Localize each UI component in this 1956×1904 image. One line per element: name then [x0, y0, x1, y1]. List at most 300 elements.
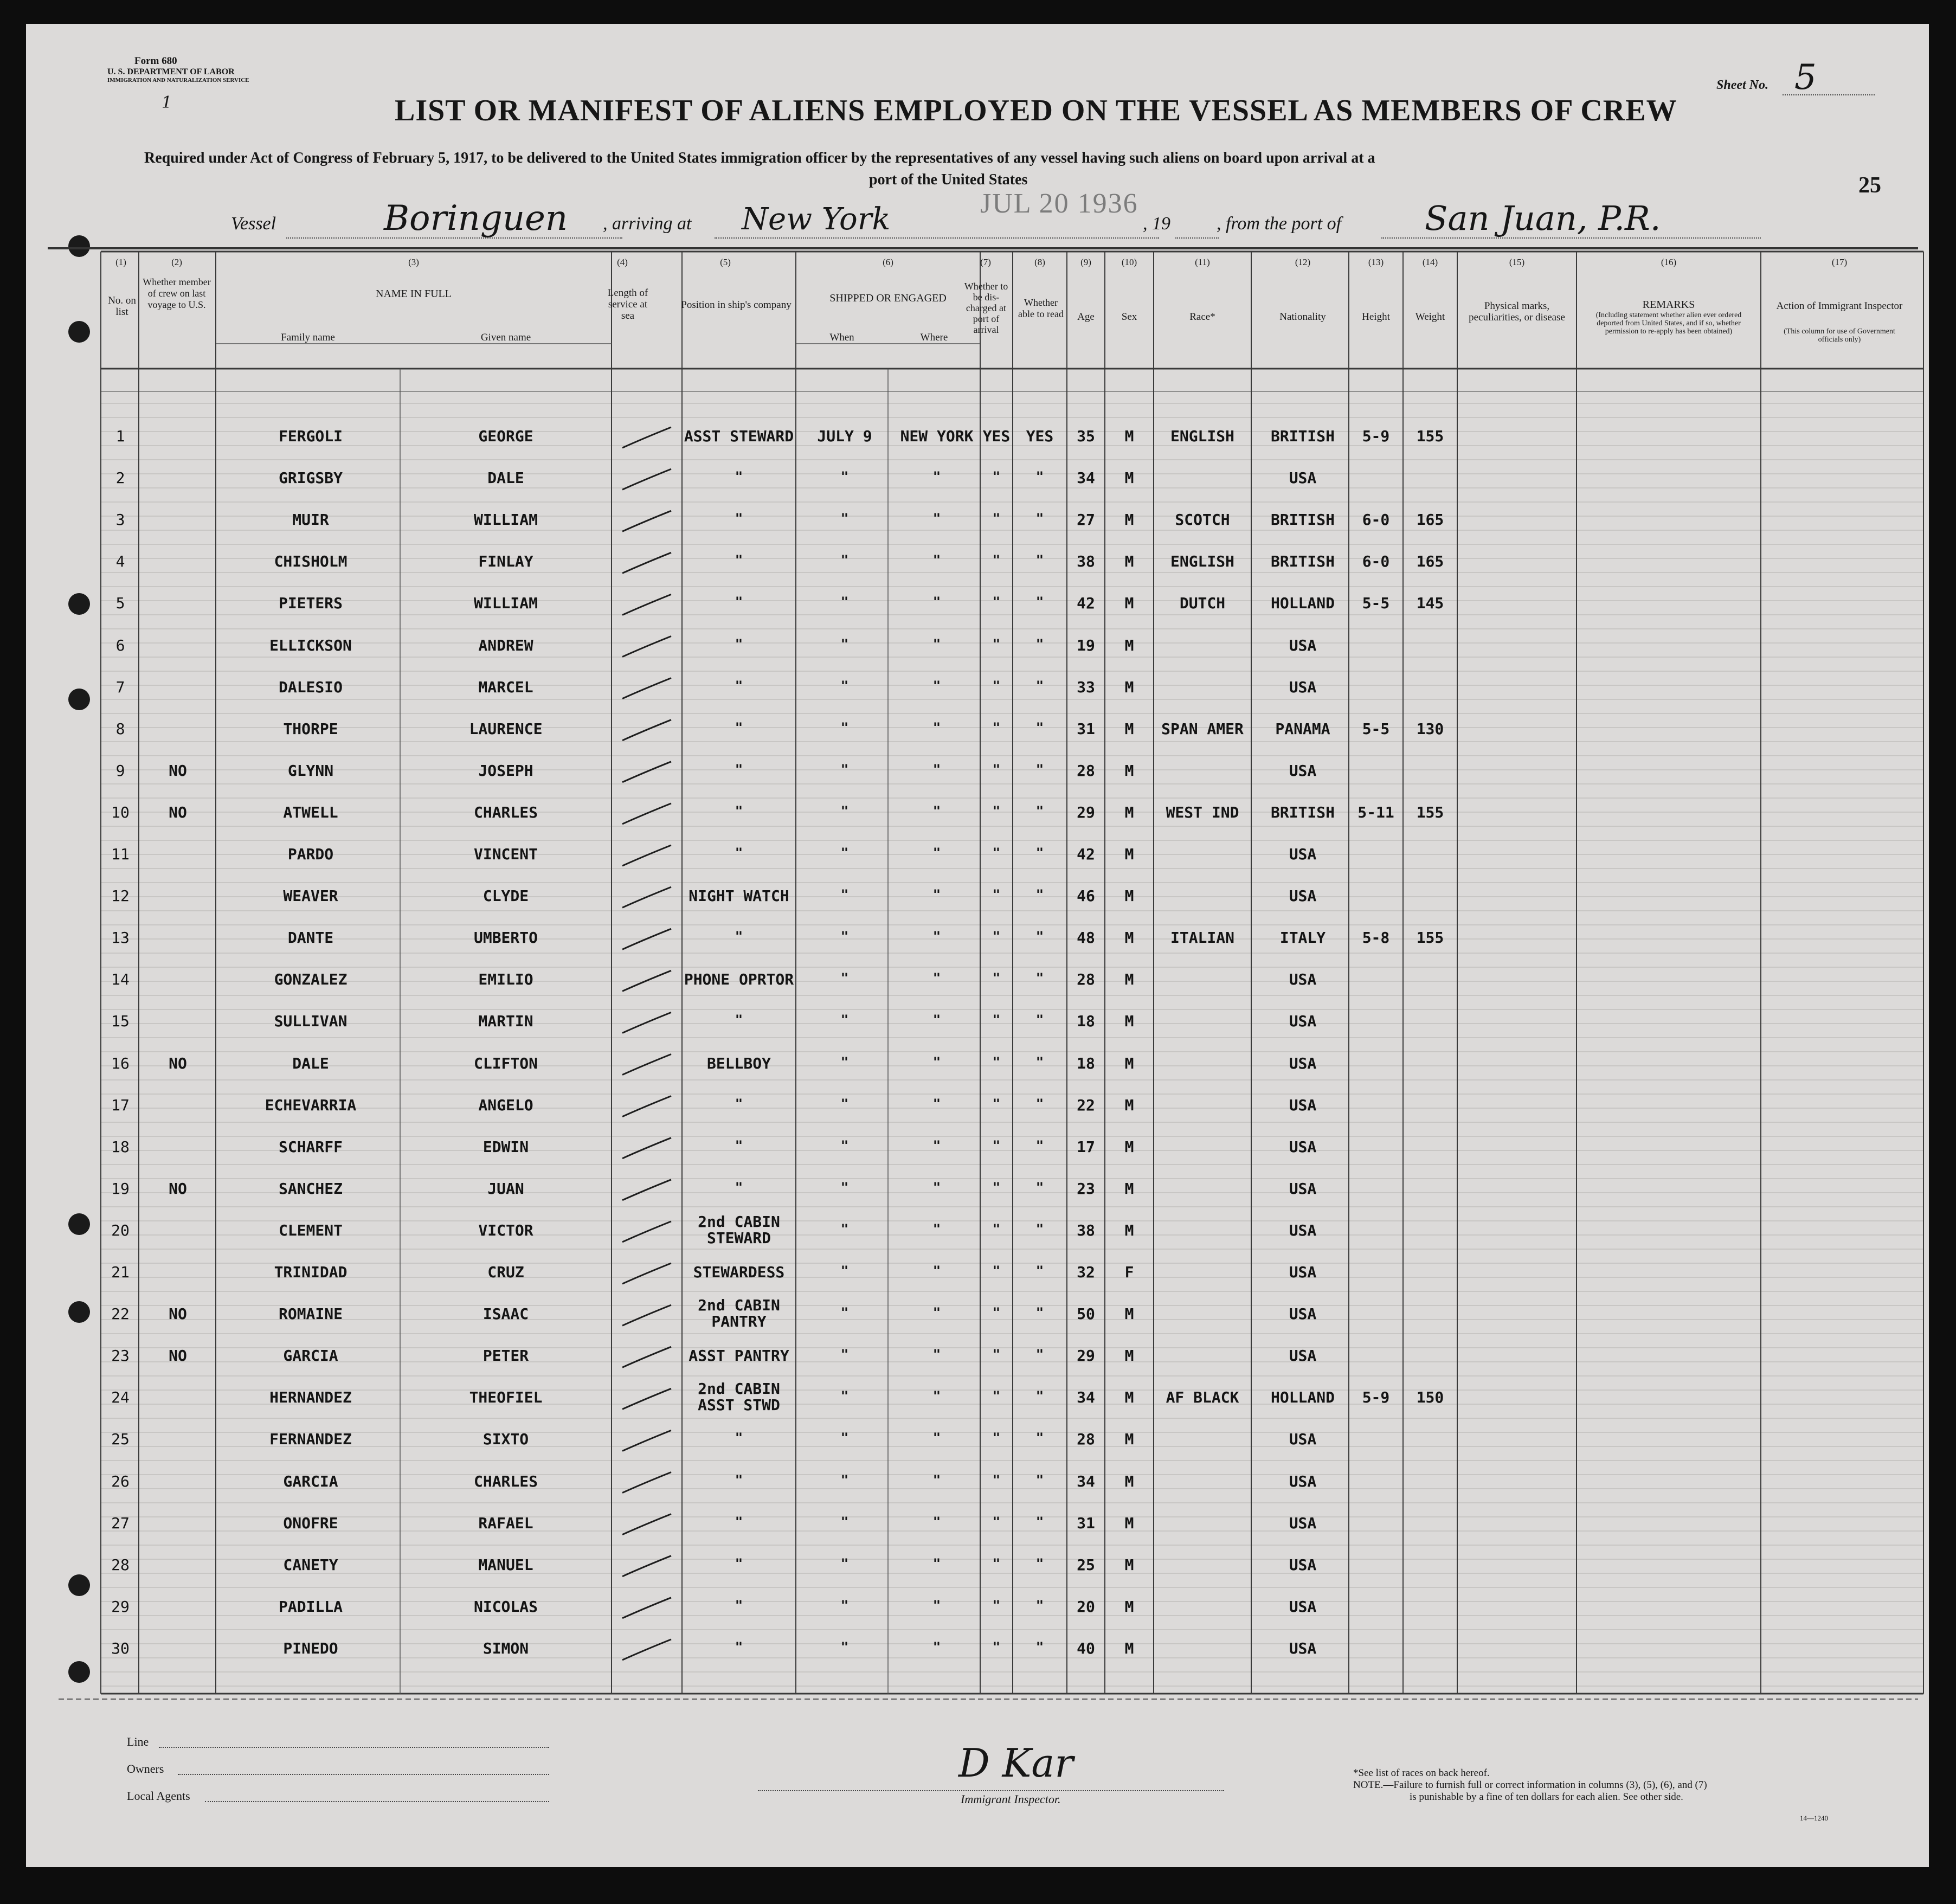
discharged-value: ": [992, 761, 1001, 777]
shipped-where: ": [932, 761, 941, 777]
given-name: CLYDE: [482, 887, 529, 905]
family-name: DALESIO: [278, 678, 343, 696]
family-name: CLEMENT: [278, 1221, 343, 1239]
service-tick-mark: [622, 1305, 671, 1326]
given-name: THEOFIEL: [469, 1388, 543, 1407]
height-value: 6-0: [1362, 511, 1390, 529]
age-value: 42: [1077, 594, 1095, 613]
row-number: 30: [111, 1639, 130, 1657]
able-to-read: ": [1035, 1137, 1044, 1153]
service-tick-mark: [622, 845, 671, 866]
last-voyage-value: NO: [169, 1305, 187, 1323]
shipped-where: ": [932, 719, 941, 735]
height-value: 5-5: [1362, 594, 1390, 613]
service-tick-mark: [622, 970, 671, 991]
shipped-when: ": [840, 887, 849, 903]
able-to-read: ": [1035, 719, 1044, 735]
col-num-4: (4): [617, 257, 628, 267]
service-tick-mark: [622, 1138, 671, 1159]
shipped-when: ": [840, 1514, 849, 1529]
shipped-when: ": [840, 1430, 849, 1446]
family-name: SULLIVAN: [274, 1012, 348, 1031]
age-value: 28: [1077, 761, 1095, 780]
family-name: SCHARFF: [278, 1137, 343, 1156]
col-header-5: Position in ship's company: [681, 299, 792, 311]
family-name: CHISHOLM: [274, 552, 348, 571]
height-value: 5-5: [1362, 719, 1390, 738]
col-num-9: (9): [1080, 257, 1091, 267]
position: ": [735, 511, 743, 526]
weight-value: 150: [1416, 1388, 1444, 1407]
age-value: 33: [1077, 678, 1095, 696]
shipped-when: ": [840, 1555, 849, 1571]
col-header-3: NAME IN FULL: [376, 288, 452, 300]
service-tick-mark: [622, 552, 671, 573]
able-to-read: ": [1035, 1263, 1044, 1278]
nationality-value: USA: [1289, 678, 1317, 696]
row-number: 3: [115, 511, 125, 529]
row-number: 23: [111, 1347, 130, 1365]
subtitle-line2: port of the United States: [869, 171, 1028, 188]
nationality-value: USA: [1289, 1012, 1317, 1031]
age-value: 28: [1077, 1430, 1095, 1449]
manifest-sheet: [26, 24, 1929, 1867]
age-value: 20: [1077, 1597, 1095, 1616]
page-title: LIST OR MANIFEST OF ALIENS EMPLOYED ON THE VESSEL AS MEMBERS OF CREW: [395, 94, 1677, 127]
given-name: VICTOR: [478, 1221, 533, 1239]
col-header-16-note: (Including statement whether alien ever ordered deported from United States, and if so, whether permission to re-apply has been obtained): [1595, 311, 1742, 336]
family-name: MUIR: [292, 511, 329, 529]
service-name: IMMIGRATION AND NATURALIZATION SERVICE: [107, 77, 249, 83]
shipped-when: ": [840, 719, 849, 735]
shipped-when: ": [840, 1137, 849, 1153]
shipped-when: ": [840, 929, 849, 944]
row-number: 7: [115, 678, 125, 696]
nationality-value: USA: [1289, 761, 1317, 780]
row-number: 8: [115, 719, 125, 738]
row-number: 16: [111, 1054, 130, 1072]
row-number: 9: [115, 761, 125, 780]
able-to-read: ": [1035, 636, 1044, 652]
shipped-where: ": [932, 1221, 941, 1237]
shipped-when: ": [840, 1347, 849, 1362]
inspector-signature: D Kar: [958, 1740, 1073, 1786]
position: ": [735, 678, 743, 693]
last-voyage-value: NO: [169, 803, 187, 821]
col-header-10: Sex: [1121, 311, 1137, 323]
position: ": [735, 1639, 743, 1655]
age-value: 19: [1077, 636, 1095, 654]
given-name: GEORGE: [478, 427, 533, 445]
position: ": [735, 636, 743, 652]
service-tick-mark: [622, 1347, 671, 1367]
last-voyage-value: NO: [169, 1347, 187, 1365]
family-name-header: Family name: [281, 332, 335, 343]
arriving-label: , arriving at: [603, 214, 692, 234]
discharged-value: YES: [982, 427, 1011, 445]
sex-value: M: [1124, 1137, 1134, 1156]
shipped-when: ": [840, 1639, 849, 1655]
given-name: CRUZ: [487, 1263, 524, 1281]
race-value: DUTCH: [1179, 594, 1226, 613]
discharged-value: ": [992, 1263, 1001, 1278]
given-name: NICOLAS: [473, 1597, 538, 1616]
arriving-port: New York: [742, 202, 891, 237]
service-tick-mark: [622, 1012, 671, 1033]
discharged-value: ": [992, 636, 1001, 652]
row-number: 1: [115, 427, 125, 445]
weight-value: 155: [1416, 803, 1444, 821]
discharged-value: ": [992, 594, 1001, 610]
sheet-label: Sheet No.: [1716, 78, 1768, 92]
able-to-read: ": [1035, 1221, 1044, 1237]
nationality-value: BRITISH: [1270, 803, 1335, 821]
col-num-12: (12): [1295, 257, 1311, 267]
nationality-value: USA: [1289, 1555, 1317, 1574]
family-name: DANTE: [287, 929, 334, 947]
vessel-label: Vessel: [231, 214, 276, 234]
nationality-value: BRITISH: [1270, 427, 1335, 445]
nationality-value: USA: [1289, 1597, 1317, 1616]
shipped-where: ": [932, 594, 941, 610]
given-name: ANDREW: [478, 636, 533, 654]
position: PHONE OPRTOR: [684, 970, 794, 989]
nationality-value: USA: [1289, 1305, 1317, 1323]
owners-label: Owners: [127, 1762, 164, 1776]
given-name: WILLIAM: [473, 511, 538, 529]
where-header: Where: [920, 332, 948, 343]
discharged-value: ": [992, 1096, 1001, 1111]
position: ": [735, 1096, 743, 1111]
able-to-read: ": [1035, 1305, 1044, 1321]
family-name: ATWELL: [283, 803, 338, 821]
row-number: 4: [115, 552, 125, 571]
nationality-value: BRITISH: [1270, 552, 1335, 571]
discharged-value: ": [992, 1347, 1001, 1362]
position-line-2: STEWARD: [706, 1228, 771, 1247]
able-to-read: ": [1035, 678, 1044, 693]
age-value: 40: [1077, 1639, 1095, 1657]
position-line-2: ASST STWD: [698, 1396, 780, 1414]
height-value: 6-0: [1362, 552, 1390, 571]
age-value: 25: [1077, 1555, 1095, 1574]
shipped-where: ": [932, 1179, 941, 1195]
age-value: 29: [1077, 1347, 1095, 1365]
races-note: *See list of races on back hereof.: [1353, 1767, 1490, 1779]
height-value: 5-8: [1362, 929, 1390, 947]
service-tick-mark: [622, 427, 671, 448]
service-tick-mark: [622, 1472, 671, 1493]
penalty-note-2: is punishable by a fine of ten dollars for each alien. See other side.: [1410, 1791, 1683, 1803]
able-to-read: ": [1035, 1388, 1044, 1404]
age-value: 29: [1077, 803, 1095, 821]
penalty-note-1: NOTE.—Failure to furnish full or correct information in columns (3), (5), (6), and (7): [1353, 1779, 1707, 1791]
family-name: WEAVER: [283, 887, 338, 905]
shipped-where: ": [932, 803, 941, 819]
discharged-value: ": [992, 1430, 1001, 1446]
sex-value: M: [1124, 1179, 1134, 1198]
position: ": [735, 594, 743, 610]
service-tick-mark: [622, 1598, 671, 1618]
given-name: CHARLES: [473, 803, 538, 821]
age-value: 32: [1077, 1263, 1095, 1281]
row-number: 5: [115, 594, 125, 613]
given-name: VINCENT: [473, 845, 538, 863]
sex-value: M: [1124, 427, 1134, 445]
col-num-2: (2): [171, 257, 182, 267]
sex-value: F: [1124, 1263, 1134, 1281]
discharged-value: ": [992, 1221, 1001, 1237]
family-name: FERGOLI: [278, 427, 343, 445]
shipped-where: ": [932, 1514, 941, 1529]
discharged-value: ": [992, 887, 1001, 903]
service-tick-mark: [622, 1430, 671, 1451]
row-number: 10: [111, 803, 130, 821]
weight-value: 145: [1416, 594, 1444, 613]
shipped-where: ": [932, 1430, 941, 1446]
family-name: SANCHEZ: [278, 1179, 343, 1198]
from-label: , from the port of: [1217, 214, 1342, 234]
sex-value: M: [1124, 803, 1134, 821]
weight-value: 155: [1416, 427, 1444, 445]
height-value: 5-11: [1357, 803, 1394, 821]
col-header-1: No. on list: [108, 295, 136, 318]
col-header-11: Race*: [1189, 311, 1215, 323]
nationality-value: USA: [1289, 1096, 1317, 1114]
row-number: 11: [111, 845, 130, 863]
given-name: EDWIN: [482, 1137, 529, 1156]
service-tick-mark: [622, 1054, 671, 1075]
shipped-where: ": [932, 1555, 941, 1571]
subtitle-line1: Required under Act of Congress of February 5, 1917, to be delivered to the United States immigration officer by the representatives of any vessel having such aliens on board upon arrival at a: [144, 150, 1375, 166]
given-name: ISAAC: [482, 1305, 529, 1323]
height-value: 5-9: [1362, 427, 1390, 445]
local-agents-label: Local Agents: [127, 1789, 190, 1803]
position: ": [735, 845, 743, 860]
shipped-when: ": [840, 1597, 849, 1613]
nationality-value: USA: [1289, 636, 1317, 654]
service-tick-mark: [622, 887, 671, 908]
family-name: TRINIDAD: [274, 1263, 348, 1281]
shipped-where: ": [932, 1012, 941, 1028]
position: ASST PANTRY: [689, 1347, 789, 1365]
age-value: 34: [1077, 1388, 1095, 1407]
date-stamp: JUL 20 1936: [980, 188, 1138, 219]
family-name: CANETY: [283, 1555, 338, 1574]
able-to-read: ": [1035, 1555, 1044, 1571]
family-name: PARDO: [287, 845, 334, 863]
sex-value: M: [1124, 1514, 1134, 1532]
sex-value: M: [1124, 1388, 1134, 1407]
row-number: 19: [111, 1179, 130, 1198]
col-num-10: (10): [1121, 257, 1137, 267]
sex-value: M: [1124, 1221, 1134, 1239]
given-name: FINLAY: [478, 552, 533, 571]
row-number: 13: [111, 929, 130, 947]
sex-value: M: [1124, 1096, 1134, 1114]
shipped-when: ": [840, 1388, 849, 1404]
position: ": [735, 803, 743, 819]
row-number: 25: [111, 1430, 130, 1449]
sex-value: M: [1124, 887, 1134, 905]
shipped-when: JULY 9: [817, 427, 872, 445]
shipped-where: ": [932, 1137, 941, 1153]
discharged-value: ": [992, 1012, 1001, 1028]
service-tick-mark: [622, 511, 671, 531]
shipped-where: ": [932, 1639, 941, 1655]
nationality-value: USA: [1289, 845, 1317, 863]
shipped-where: ": [932, 678, 941, 693]
family-name: ELLICKSON: [269, 636, 352, 654]
last-voyage-value: NO: [169, 761, 187, 780]
able-to-read: ": [1035, 803, 1044, 819]
discharged-value: ": [992, 552, 1001, 568]
position: ": [735, 1179, 743, 1195]
shipped-when: ": [840, 803, 849, 819]
page-number: 25: [1858, 173, 1881, 198]
family-name: ROMAINE: [278, 1305, 343, 1323]
row-number: 17: [111, 1096, 130, 1114]
shipped-when: ": [840, 594, 849, 610]
last-voyage-value: NO: [169, 1179, 187, 1198]
given-name: WILLIAM: [473, 594, 538, 613]
shipped-where: ": [932, 1388, 941, 1404]
discharged-value: ": [992, 511, 1001, 526]
print-code: 14—1240: [1800, 1814, 1828, 1822]
position: ": [735, 929, 743, 944]
nationality-value: USA: [1289, 1639, 1317, 1657]
given-name: LAURENCE: [469, 719, 543, 738]
able-to-read: ": [1035, 761, 1044, 777]
able-to-read: ": [1035, 511, 1044, 526]
row-number: 15: [111, 1012, 130, 1031]
service-tick-mark: [622, 1639, 671, 1660]
row-number: 2: [115, 469, 125, 487]
able-to-read: ": [1035, 845, 1044, 860]
sex-value: M: [1124, 1347, 1134, 1365]
able-to-read: ": [1035, 1430, 1044, 1446]
age-value: 48: [1077, 929, 1095, 947]
shipped-where: ": [932, 1054, 941, 1070]
position: ": [735, 1597, 743, 1613]
family-name: ONOFRE: [283, 1514, 338, 1532]
sex-value: M: [1124, 1597, 1134, 1616]
shipped-when: ": [840, 636, 849, 652]
shipped-when: ": [840, 1221, 849, 1237]
position-line-1: 2nd CABIN: [698, 1212, 780, 1231]
nationality-value: USA: [1289, 1430, 1317, 1449]
shipped-where: ": [932, 469, 941, 485]
position: ": [735, 1555, 743, 1571]
position: ": [735, 469, 743, 485]
age-value: 17: [1077, 1137, 1095, 1156]
family-name: PINEDO: [283, 1639, 338, 1657]
given-name: JUAN: [487, 1179, 524, 1198]
family-name: GLYNN: [287, 761, 334, 780]
col-num-8: (8): [1034, 257, 1045, 267]
year-label: , 19: [1143, 214, 1170, 234]
able-to-read: ": [1035, 1096, 1044, 1111]
sex-value: M: [1124, 719, 1134, 738]
given-name: MARTIN: [478, 1012, 533, 1031]
age-value: 18: [1077, 1012, 1095, 1031]
vessel-name: Boringuen: [384, 198, 568, 239]
form-number: Form 680: [134, 55, 177, 67]
family-name: FERNANDEZ: [269, 1430, 352, 1449]
sex-value: M: [1124, 594, 1134, 613]
race-value: ENGLISH: [1170, 552, 1234, 571]
sex-value: M: [1124, 1012, 1134, 1031]
position-line-1: 2nd CABIN: [698, 1380, 780, 1398]
from-port: San Juan, P.R.: [1425, 198, 1661, 238]
service-tick-mark: [622, 1221, 671, 1242]
age-value: 28: [1077, 970, 1095, 989]
position: NIGHT WATCH: [689, 887, 789, 905]
nationality-value: HOLLAND: [1270, 1388, 1335, 1407]
nationality-value: USA: [1289, 1137, 1317, 1156]
shipped-when: ": [840, 552, 849, 568]
discharged-value: ": [992, 1137, 1001, 1153]
nationality-value: PANAMA: [1275, 719, 1330, 738]
row-number: 26: [111, 1472, 130, 1490]
shipped-where: ": [932, 552, 941, 568]
race-value: AF BLACK: [1166, 1388, 1239, 1407]
discharged-value: ": [992, 1514, 1001, 1529]
discharged-value: ": [992, 929, 1001, 944]
able-to-read: ": [1035, 552, 1044, 568]
service-tick-mark: [622, 1096, 671, 1117]
nationality-value: USA: [1289, 1054, 1317, 1072]
sex-value: M: [1124, 1472, 1134, 1490]
family-name: HERNANDEZ: [269, 1388, 352, 1407]
given-name: DALE: [487, 469, 524, 487]
position: ": [735, 552, 743, 568]
race-value: ENGLISH: [1170, 427, 1234, 445]
age-value: 35: [1077, 427, 1095, 445]
family-name: PIETERS: [278, 594, 343, 613]
given-name: UMBERTO: [473, 929, 538, 947]
able-to-read: ": [1035, 887, 1044, 903]
discharged-value: ": [992, 469, 1001, 485]
shipped-where: ": [932, 929, 941, 944]
nationality-value: USA: [1289, 970, 1317, 989]
discharged-value: ": [992, 1555, 1001, 1571]
col-header-16: REMARKS: [1642, 299, 1695, 311]
given-name: MARCEL: [478, 678, 533, 696]
shipped-where: ": [932, 887, 941, 903]
sex-value: M: [1124, 511, 1134, 529]
service-tick-mark: [622, 594, 671, 615]
nationality-value: USA: [1289, 1179, 1317, 1198]
position-line-2: PANTRY: [711, 1313, 767, 1331]
shipped-where: NEW YORK: [900, 427, 974, 445]
height-value: 5-9: [1362, 1388, 1390, 1407]
sheet-number: 5: [1794, 57, 1817, 98]
sex-value: M: [1124, 970, 1134, 989]
sex-value: M: [1124, 845, 1134, 863]
position: ": [735, 761, 743, 777]
family-name: GONZALEZ: [274, 970, 348, 989]
age-value: 31: [1077, 719, 1095, 738]
sex-value: M: [1124, 1430, 1134, 1449]
col-header-6: SHIPPED OR ENGAGED: [829, 292, 947, 304]
col-num-1: (1): [115, 257, 126, 267]
row-number: 29: [111, 1597, 130, 1616]
given-name: SIXTO: [482, 1430, 529, 1449]
discharged-value: ": [992, 1054, 1001, 1070]
shipped-when: ": [840, 1305, 849, 1321]
shipped-where: ": [932, 1096, 941, 1111]
